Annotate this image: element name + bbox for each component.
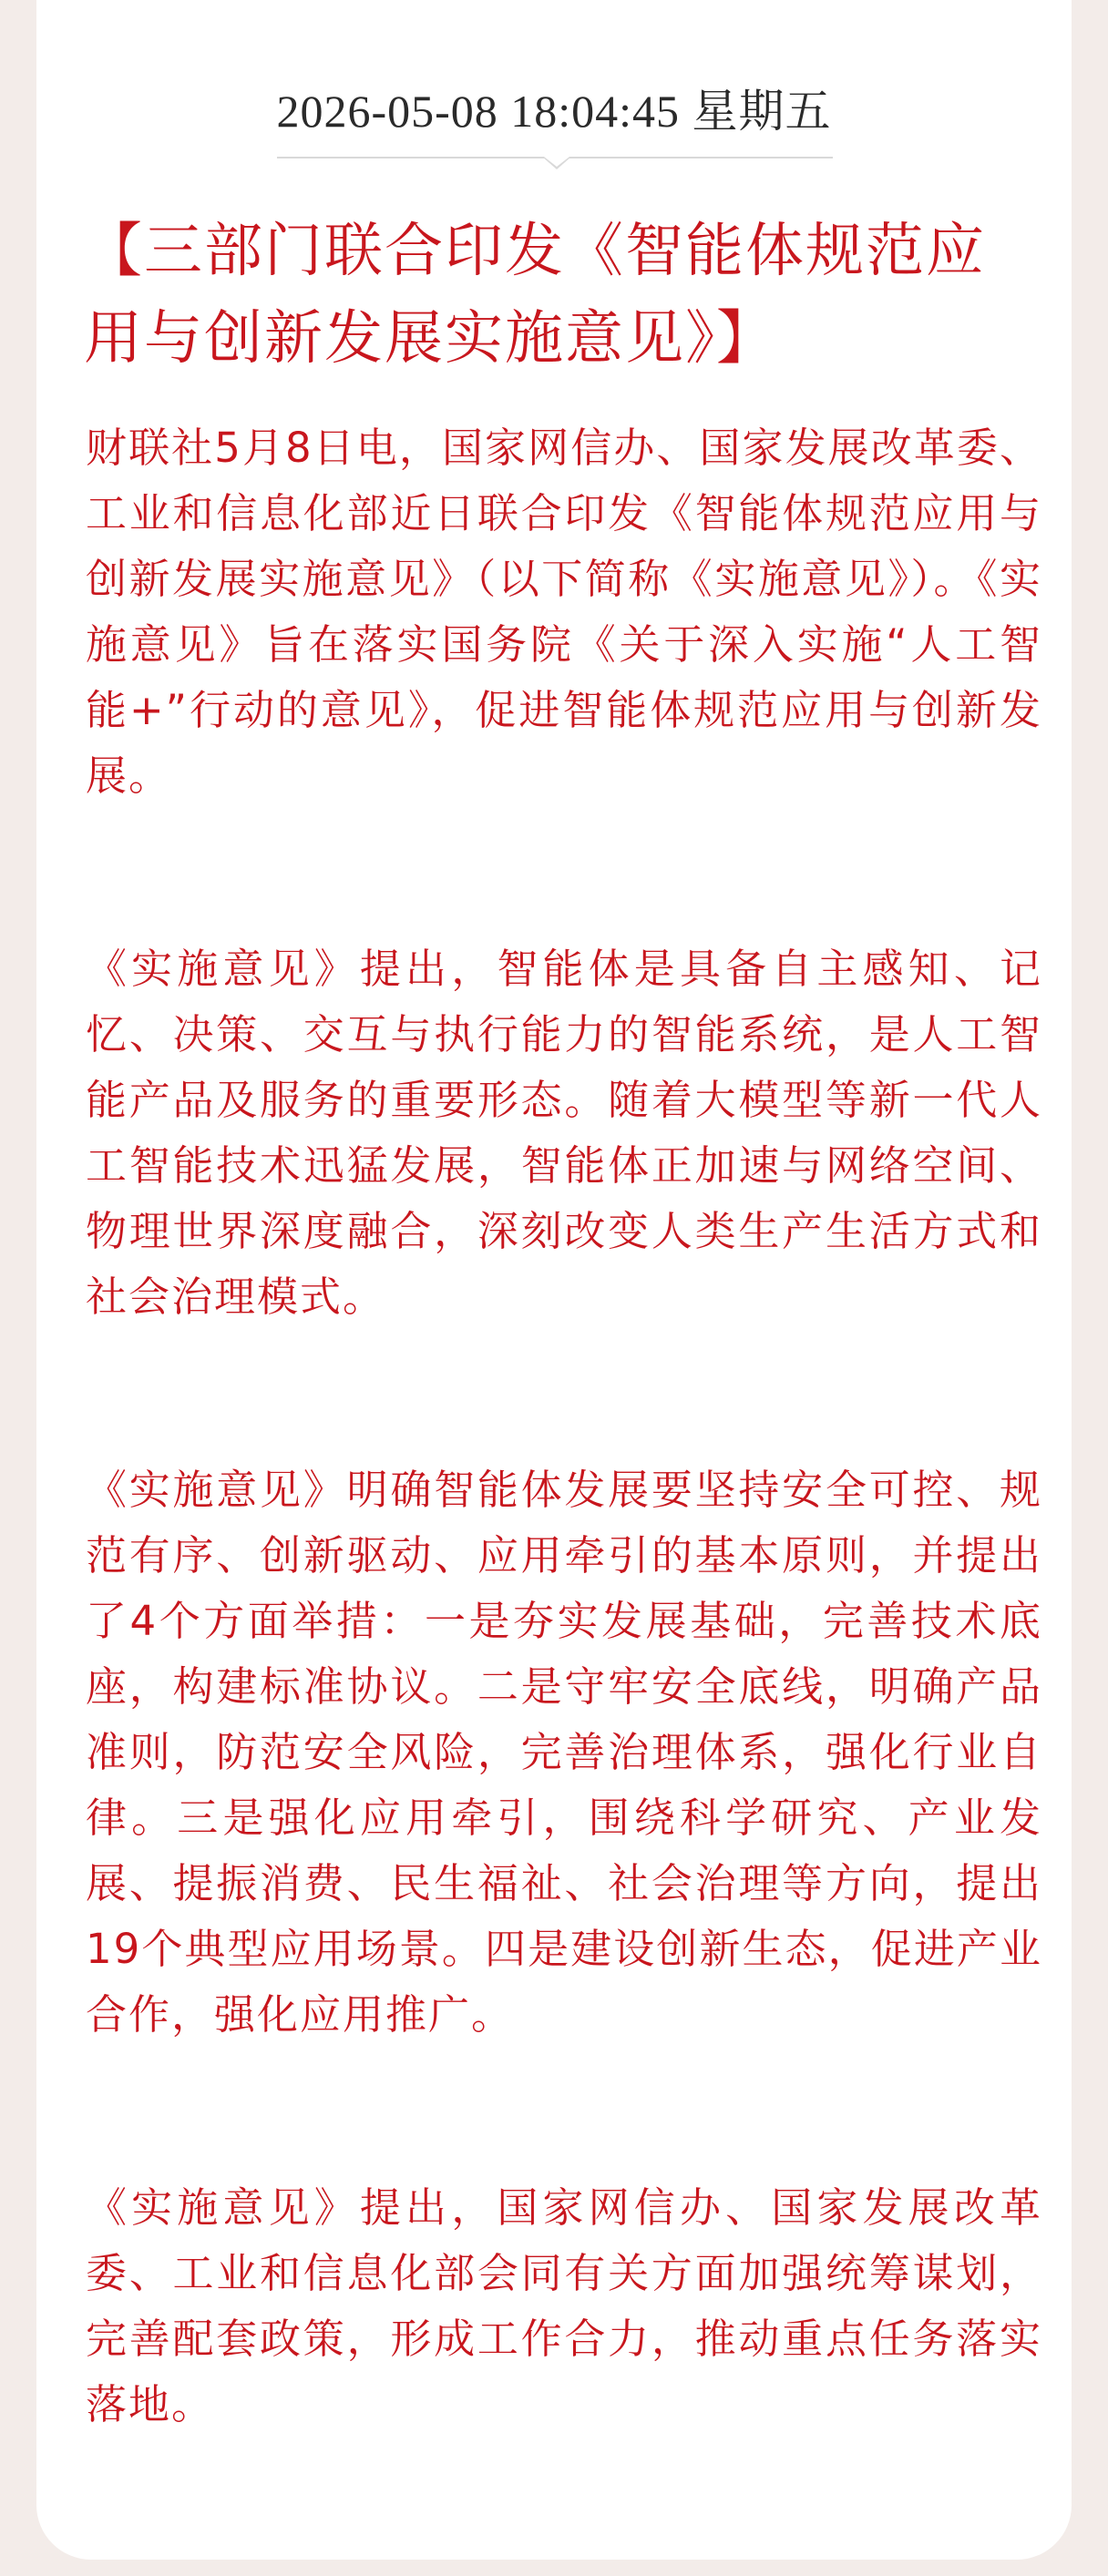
article-title: 【三部门联合印发《智能体规范应用与创新发展实施意见》】 xyxy=(84,218,986,373)
paragraph-2: 《实施意见》提出，智能体是具备自主感知、记忆、决策、交互与执行能力的智能系统，是人工智能产品及服务的重要形态。随着大模型等新一代人工智能技术迅猛发展，智能体正加速与网络空间、物理世界深度融合，深刻改变人类生产生活方式和社会治理模式。 xyxy=(86,945,1042,1321)
paragraph-3: 《实施意见》明确智能体发展要坚持安全可控、规范有序、创新驱动、应用牵引的基本原则，并提出了4个方面举措：一是夯实发展基础，完善技术底座，构建标准协议。二是守牢安全底线，明确产品准则，防范安全风险，完善治理体系，强化行业自律。三是强化应用牵引，围绕科学研究、产业发展、提振消费、民生福祉、社会治理等方向，提出19个典型应用场景。四是建设创新生态，促进产业合作，强化应用推广。 xyxy=(86,1466,1042,2039)
article-card xyxy=(36,0,1072,2560)
paragraph-1: 财联社5月8日电，国家网信办、国家发展改革委、工业和信息化部近日联合印发《智能体规范应用与创新发展实施意见》（以下简称《实施意见》）。《实施意见》旨在落实国务院《关于深入实施“人工智能+”行动的意见》，促进智能体规范应用与创新发展。 xyxy=(86,424,1042,800)
publish-datetime: 2026-05-08 18:04:45 星期五 xyxy=(276,86,832,137)
divider-notch-inner xyxy=(544,157,569,167)
paragraph-4: 《实施意见》提出，国家网信办、国家发展改革委、工业和信息化部会同有关方面加强统筹谋划，完善配套政策，形成工作合力，推动重点任务落实落地。 xyxy=(86,2183,1042,2428)
article-body xyxy=(86,415,1042,2565)
